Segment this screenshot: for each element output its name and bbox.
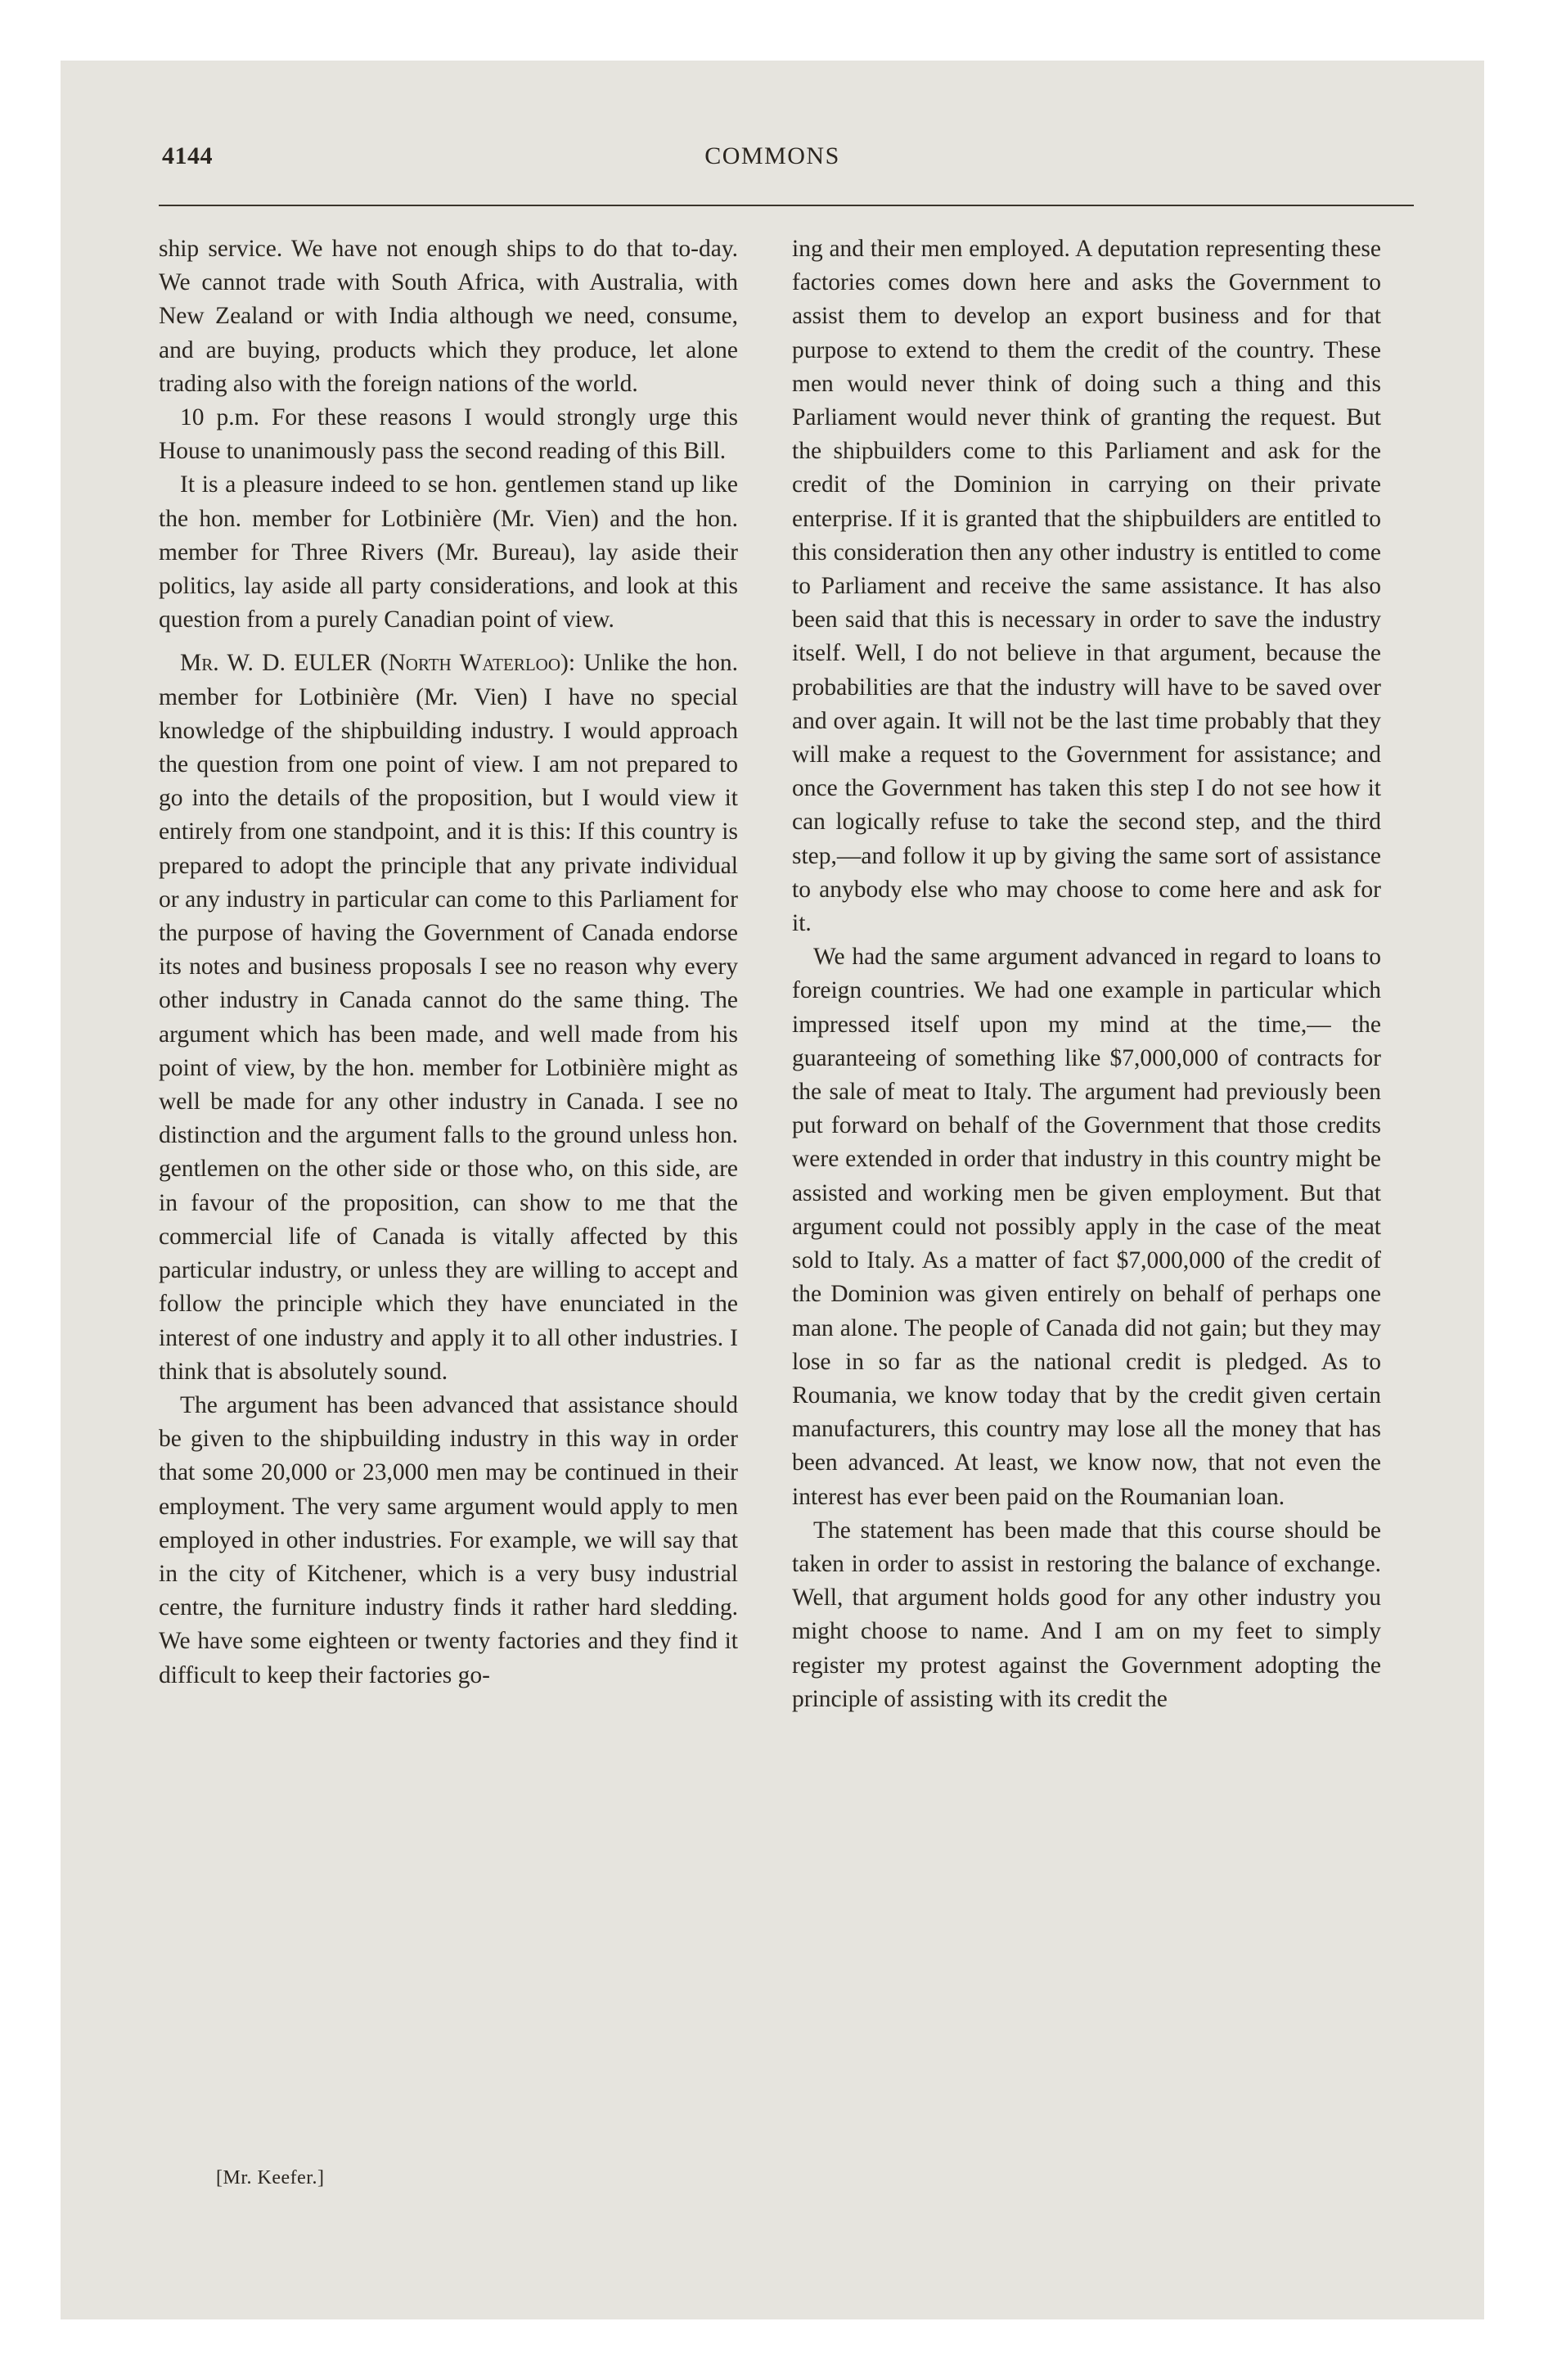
paragraph [159,401,738,468]
page-number: 4144 [162,142,213,169]
paragraph: The statement has been made that this course should be taken in order to assist in restoring the balance of exchange. Well, that argument holds good for any other industry you might choose to name. And I am on my feet to simply register my protest against the Government adopting the principle of assisting with its credit the [792,1517,1381,1712]
running-head: COMMONS [704,142,840,169]
paragraph-text: Unlike the hon. member for Lotbinière (Mr. Vien) I have no special knowledge of the shipbuilding industry. I would approach the question from one point of view. I am not prepared to go into the details of the proposition, but I would view it entirely from one standpoint, and it is this: If this country is prepared to adopt the principle that any private individual or any industry in particular can come to this Parliament for the purpose of having the Government of Canada endorse its notes and business proposals I see no reason why every other industry in Canada cannot do the same thing. The argument which has been made, and well made from his point of view, by the hon. member for Lotbinière might as well be made for any other industry in Canada. I see no distinction and the argument falls to the ground unless hon. gentlemen on the other side or those who, on this side, are in favour of the proposition, can show to me that the commercial life of Canada is vitally affected by this particular industry, or unless they are willing to accept and follow the principle which they have enunciated in the interest of one industry and apply it to all other industries. I think that is absolutely sound. [159,650,738,1385]
paragraph-text: For these reasons I would strongly urge this House to unanimously pass the second reading of this Bill. [159,404,738,465]
footer-note: [Mr. Keefer.] [216,2167,325,2188]
paragraph [159,647,738,1388]
paragraph: It is a pleasure indeed to se hon. gentlemen stand up like the hon. member for Lotbinière (Mr. Vien) and the hon. member for Three Rivers (Mr. Bureau), lay aside their politics, lay aside all party considerations, and look at this question from a purely Canadian point of view. [159,471,738,633]
time-marker: 10 p.m. [180,404,259,431]
page-header [61,142,1484,192]
paragraph: ship service. We have not enough ships to do that to-day. We cannot trade with South Africa, with Australia, with New Zealand or with India although we need, consume, and are buying, products which they produce, let alone trading also with the foreign nations of the world. [159,236,738,397]
left-column [159,232,738,1693]
header-rule [159,205,1414,206]
paragraph: ing and their men employed. A deputation representing these factories comes down here and asks the Government to assist them to develop an export business and for that purpose to extend to them the credit of the country. These men would never think of doing such a thing and this Parliament would never think of granting the request. But the shipbuilders come to this Parliament and ask for the credit of the Dominion in carrying on their private enterprise. If it is granted that the shipbuilders are entitled to this consideration then any other industry is entitled to come to Parliament and receive the same assistance. It has also been said that this is necessary in order to save the industry itself. Well, I do not believe in that argument, because the probabilities are that the industry will have to be saved over and over again. It will not be the last time probably that they will make a request to the Government for assistance; and once the Government has taken this step I do not see how it can logically refuse to take the second step, and the third step,—and follow it up by giving the same sort of assistance to anybody else who may choose to come here and ask for it. [792,236,1381,937]
paragraph: We had the same argument advanced in regard to loans to foreign countries. We had one example in particular which impressed itself upon my mind at the time,— the guaranteeing of something like $7,000,000 of contracts for the sale of meat to Italy. The argument had previously been put forward on behalf of the Government that those credits were extended in order that industry in this country might be assisted and working men be given employment. But that argument could not possibly apply in the case of the meat sold to Italy. As a matter of fact $7,000,000 of the credit of the Dominion was given entirely on behalf of perhaps one man alone. The people of Canada did not gain; but they may lose in so far as the national credit is pledged. As to Roumania, we know today that by the credit given certain manufacturers, this country may lose all the money that has been advanced. At least, we know now, that not even the interest has ever been paid on the Roumanian loan. [792,944,1381,1510]
paragraph: The argument has been advanced that assistance should be given to the shipbuilding industry in this way in order that some 20,000 or 23,000 men may be continued in their employment. The very same argument would apply to men employed in other industries. For example, we will say that in the city of Kitchener, which is a very busy industrial centre, the furniture industry finds it rather hard sledding. We have some eighteen or twenty factories and they find it difficult to keep their factories go- [159,1391,738,1688]
scanned-page [61,61,1484,2319]
speaker-name: Mr. W. D. EULER (North Waterloo): [180,650,576,677]
right-column [792,232,1381,1716]
